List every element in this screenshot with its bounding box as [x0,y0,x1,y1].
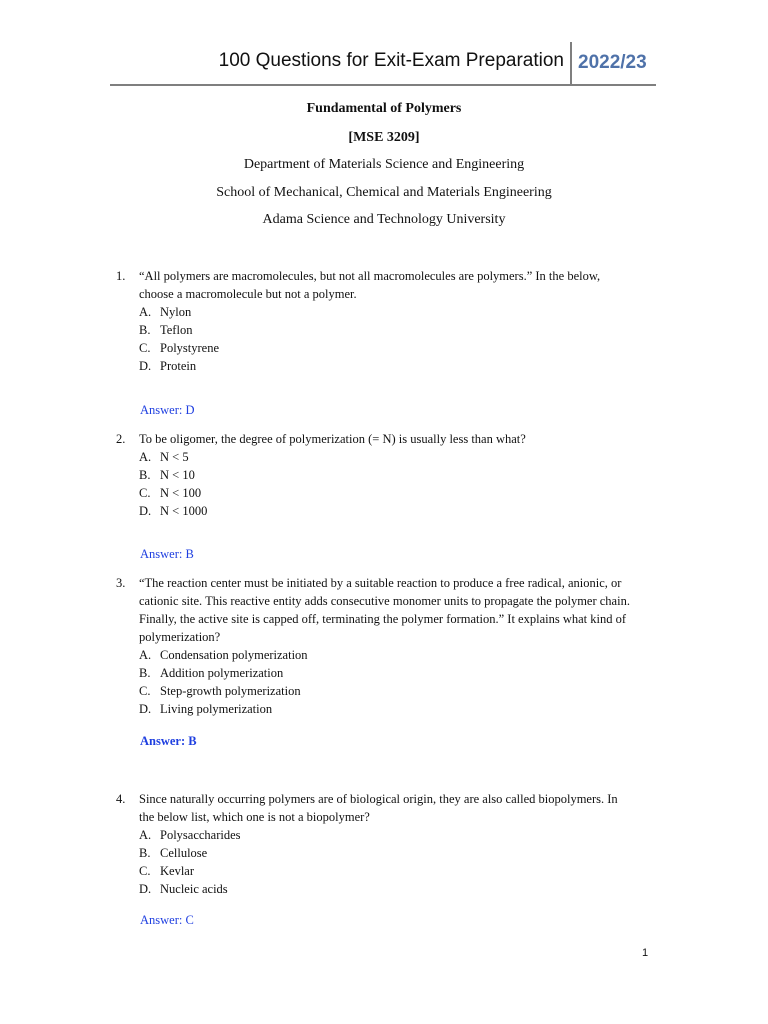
question-1 [116,267,656,375]
question-text: cationic site. This reactive entity adds consecutive monomer units to propagate the polymer chain. [139,594,630,608]
question-text: polymerization? [139,630,221,644]
option-c [139,682,656,700]
option-text: Protein [160,359,197,373]
answer-1: Answer: D [140,403,195,417]
option-letter: C. [139,486,151,500]
option-d [139,880,656,898]
header-divider [570,42,572,86]
question-text: Finally, the active site is capped off, terminating the polymer formation.” It explains what kind of [139,612,627,626]
option-d [139,700,656,718]
option-text: Polysaccharides [160,828,241,842]
question-2 [116,430,656,520]
option-d [139,502,656,520]
option-text: Polystyrene [160,341,220,355]
option-text: Step-growth polymerization [160,684,301,698]
option-a [139,646,656,664]
university-name: Adama Science and Technology University [262,212,506,227]
option-text: N < 100 [160,486,202,500]
header-year: 2022/23 [578,52,647,73]
option-letter: B. [139,323,151,337]
option-a [139,448,656,466]
question-text: the below list, which one is not a biopolymer? [139,810,370,824]
option-text: Condensation polymerization [160,648,308,662]
option-letter: B. [139,468,151,482]
option-letter: B. [139,666,151,680]
option-letter: A. [139,450,152,464]
option-letter: C. [139,864,151,878]
answer-2: Answer: B [140,547,194,561]
question-number: 2. [116,432,126,446]
school-name: School of Mechanical, Chemical and Materials Engineering [216,185,552,200]
option-text: Teflon [160,323,193,337]
option-letter: D. [139,359,152,373]
page-header [110,42,656,86]
option-text: Living polymerization [160,702,273,716]
page-number: 1 [642,947,649,959]
option-c [139,339,656,357]
option-a [139,826,656,844]
option-letter: A. [139,305,152,319]
option-b [139,664,656,682]
option-text: N < 10 [160,468,195,482]
question-text: To be oligomer, the degree of polymerization (= N) is usually less than what? [139,432,526,446]
option-text: Addition polymerization [160,666,284,680]
option-c [139,862,656,880]
option-letter: B. [139,846,151,860]
question-number: 3. [116,576,126,590]
option-d [139,357,656,375]
option-b [139,844,656,862]
answer-4: Answer: C [140,913,194,927]
option-text: N < 5 [160,450,189,464]
question-number: 1. [116,269,126,283]
department-name: Department of Materials Science and Engineering [243,157,525,172]
option-letter: D. [139,882,152,896]
option-letter: A. [139,828,152,842]
question-4 [116,790,656,898]
question-text: Since naturally occurring polymers are of biological origin, they are also called biopolymers. In [139,792,618,806]
option-a [139,303,656,321]
option-text: Nylon [160,305,192,319]
option-letter: C. [139,341,151,355]
header-title: 100 Questions for Exit-Exam Preparation [218,50,564,71]
question-text: choose a macromolecule but not a polymer. [139,287,357,301]
option-text: Cellulose [160,846,208,860]
course-title: Fundamental of Polymers [306,101,462,116]
option-letter: C. [139,684,151,698]
option-b [139,321,656,339]
option-letter: A. [139,648,152,662]
option-b [139,466,656,484]
answer-3: Answer: B [140,734,197,748]
question-text: “All polymers are macromolecules, but not all macromolecules are polymers.” In the below, [139,269,601,283]
option-text: Kevlar [160,864,195,878]
question-text: “The reaction center must be initiated by a suitable reaction to produce a free radical, anionic, or [139,576,622,590]
course-code: [MSE 3209] [348,130,420,145]
option-text: Nucleic acids [160,882,228,896]
option-text: N < 1000 [160,504,208,518]
option-c [139,484,656,502]
question-3 [116,574,656,718]
option-letter: D. [139,504,152,518]
question-number: 4. [116,792,126,806]
option-letter: D. [139,702,152,716]
